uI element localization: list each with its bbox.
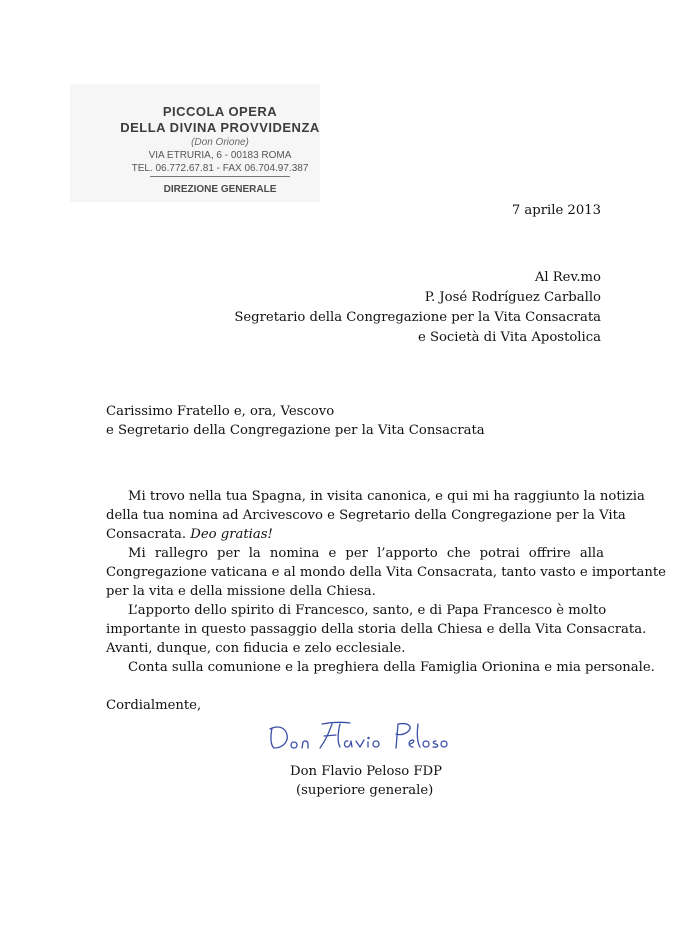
body-p4-line1: Conta sulla comunione e la preghiera della Famiglia Orionina e mia personale. xyxy=(128,660,655,675)
org-phone-fax: TEL. 06.772.67.81 - FAX 06.704.97.387 xyxy=(131,163,309,174)
body-p3-line1: L’apporto dello spirito di Francesco, santo, e di Papa Francesco è molto xyxy=(128,603,607,618)
closing: Cordialmente, xyxy=(106,698,202,713)
body-p3-line2: importante in questo passaggio della storia della Chiesa e della Vita Consacrata. xyxy=(106,622,647,637)
body-p2-line2: Congregazione vaticana e al mondo della Vita Consacrata, tanto vasto e importante xyxy=(106,565,666,580)
body-p1-line3-italic: Deo gratias! xyxy=(190,527,273,542)
org-department: DIREZIONE GENERALE xyxy=(163,184,277,195)
body-p2-line3: per la vita e della missione della Chiesa. xyxy=(106,584,376,599)
org-name-line2: DELLA DIVINA PROVVIDENZA xyxy=(120,120,320,135)
salutation-line1: Carissimo Fratello e, ora, Vescovo xyxy=(106,404,335,419)
signatory-title: (superiore generale) xyxy=(296,783,434,798)
recipient-name: P. José Rodríguez Carballo xyxy=(424,290,601,305)
recipient-honorific: Al Rev.mo xyxy=(534,270,601,285)
recipient-role-line2: e Società di Vita Apostolica xyxy=(417,330,601,345)
body-p1-line3-text: Consacrata. xyxy=(106,527,187,542)
org-address: VIA ETRURIA, 6 - 00183 ROMA xyxy=(148,150,292,161)
signatory-name: Don Flavio Peloso FDP xyxy=(290,764,442,779)
body-p1-line3 xyxy=(106,527,273,542)
letterhead-divider xyxy=(150,176,290,177)
body-p1-line1: Mi trovo nella tua Spagna, in visita canonica, e qui mi ha raggiunto la notizia xyxy=(128,489,645,504)
body-p1-line2: della tua nomina ad Arcivescovo e Segretario della Congregazione per la Vita xyxy=(106,508,626,523)
recipient-role-line1: Segretario della Congregazione per la Vita Consacrata xyxy=(234,310,601,325)
body-p2-line1: Mi rallegro per la nomina e per l’apporto che potrai offrire alla xyxy=(128,546,604,561)
handwritten-signature xyxy=(266,714,456,754)
body-p3-line3: Avanti, dunque, con fiducia e zelo ecclesiale. xyxy=(106,641,406,656)
org-subtitle: (Don Orione) xyxy=(191,137,249,148)
letter-date: 7 aprile 2013 xyxy=(511,203,601,218)
org-name-line1: PICCOLA OPERA xyxy=(162,104,278,119)
salutation-line2: e Segretario della Congregazione per la Vita Consacrata xyxy=(106,423,485,438)
